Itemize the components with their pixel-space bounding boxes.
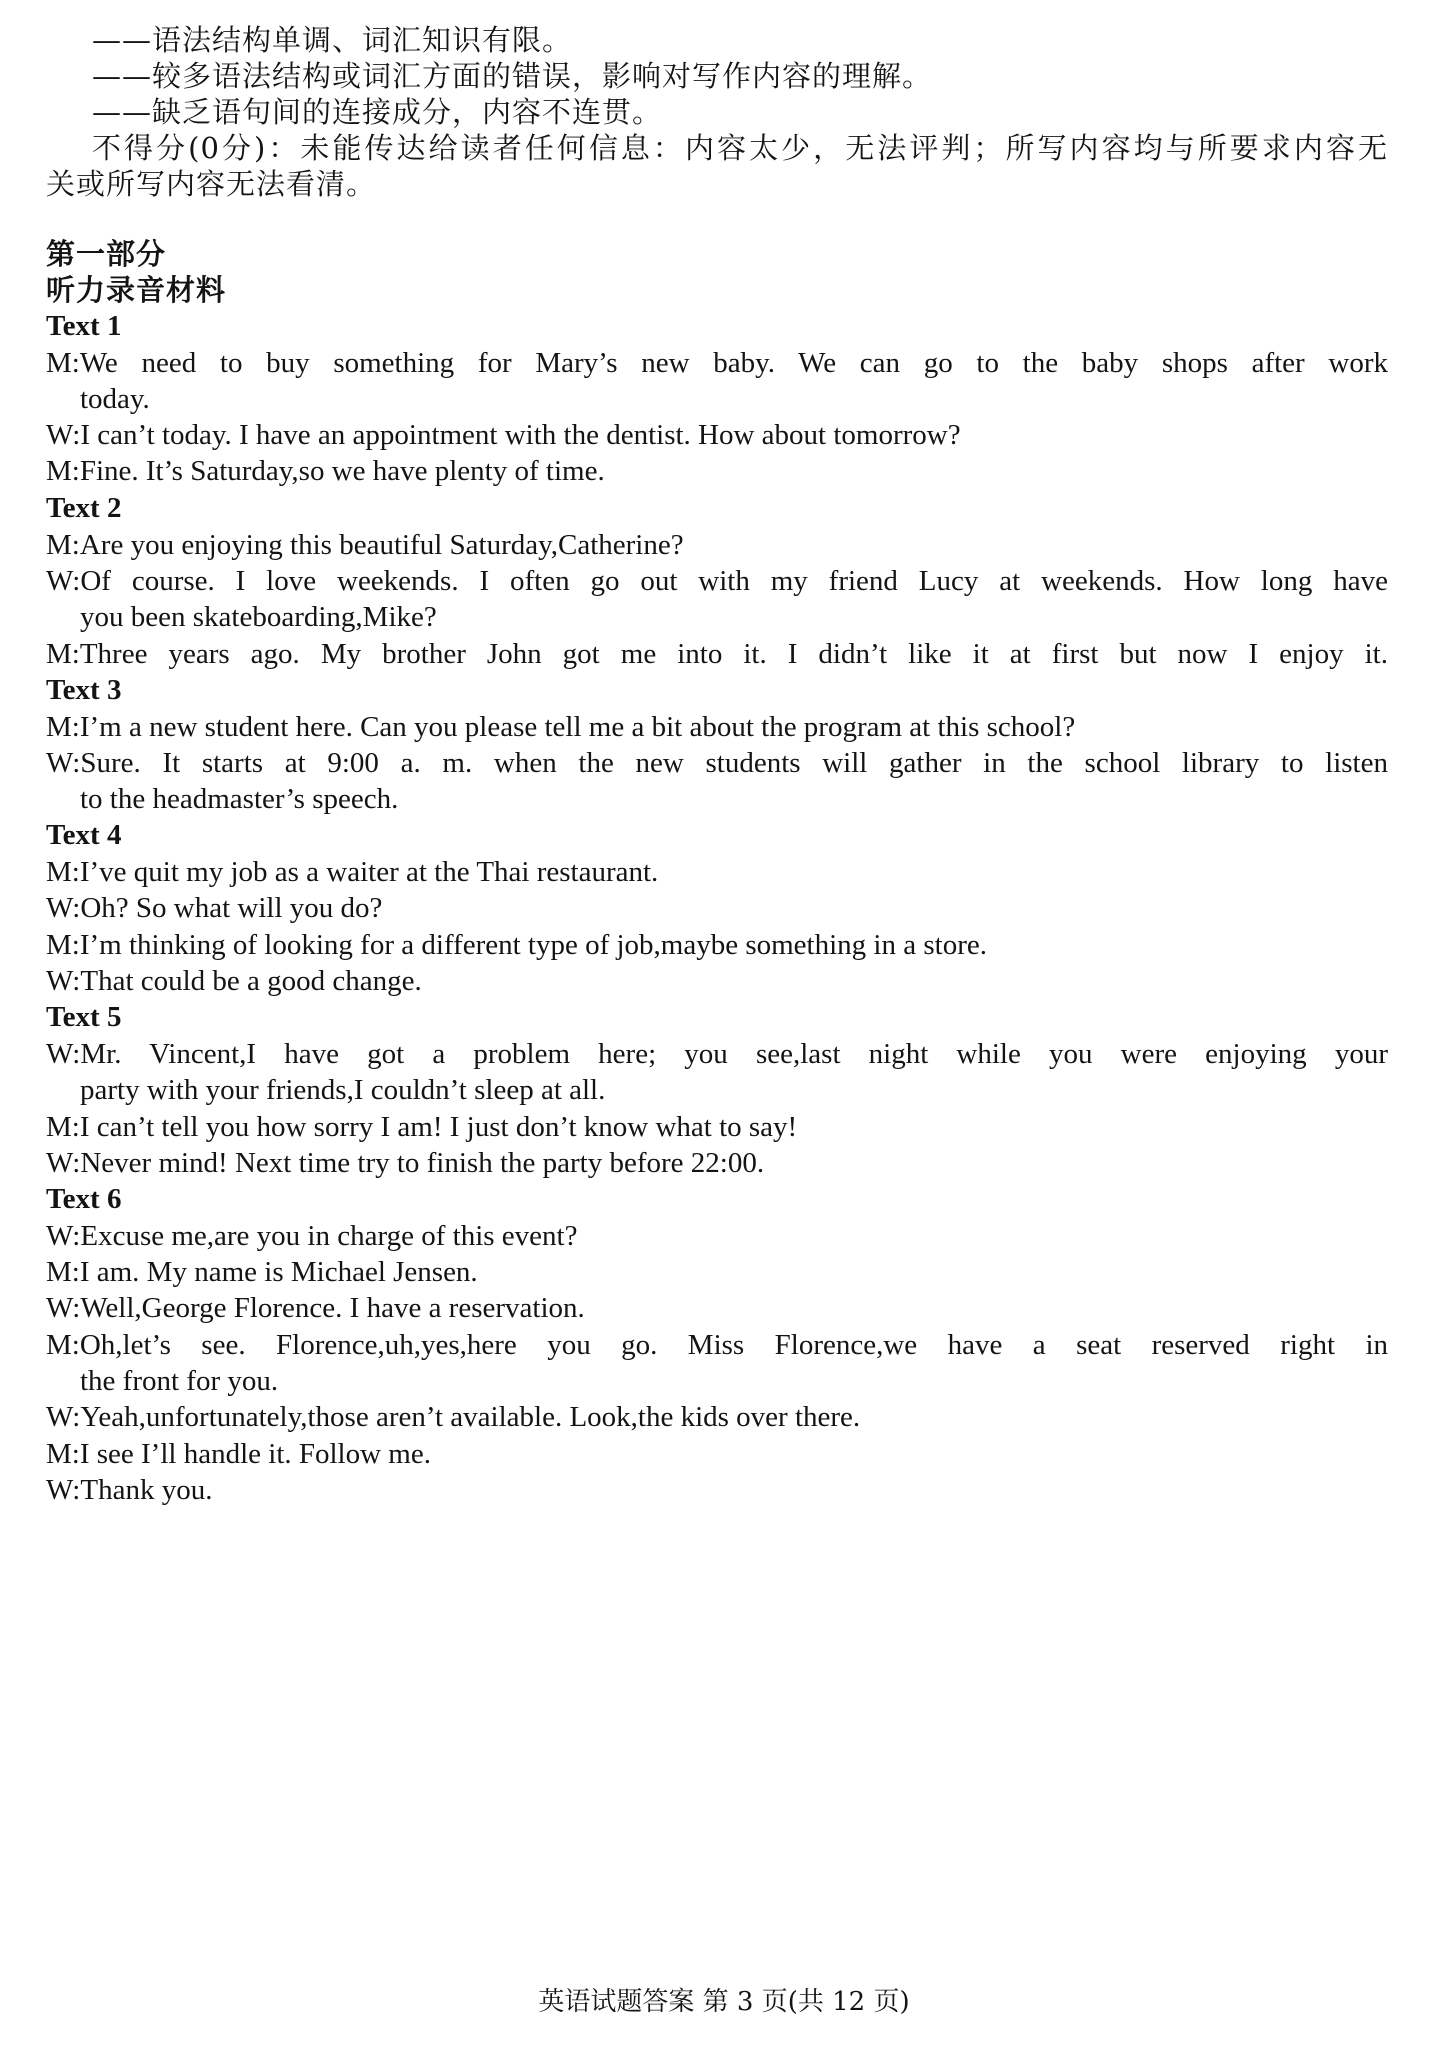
dialogue-line: W:I can’t today. I have an appointment with the dentist. How about tomorrow?	[46, 419, 961, 451]
dialogue-line: M:I see I’ll handle it. Follow me.	[46, 1438, 431, 1470]
dialogue-line: W:Yeah,unfortunately,those aren’t available. Look,the kids over there.	[46, 1401, 861, 1433]
dialogue-line: M:Oh,let’s see. Florence,uh,yes,here you go. Miss Florence,we have a seat reserved right in	[46, 1329, 1388, 1361]
dialogue-line: W:Mr. Vincent,I have got a problem here; you see,last night while you were enjoying your	[46, 1038, 1388, 1070]
text-heading: Text 4	[46, 819, 122, 851]
dialogue-line: W:Thank you.	[46, 1474, 213, 1506]
dialogue-line: the front for you.	[80, 1365, 279, 1397]
dialogue-line: M:Fine. It’s Saturday,so we have plenty of time.	[46, 455, 605, 487]
section-part-heading: 第一部分	[46, 237, 167, 271]
text-heading: Text 1	[46, 310, 122, 342]
grading-criterion-3: ——缺乏语句间的连接成分，内容不连贯。	[92, 95, 663, 129]
dialogue-line: W:Well,George Florence. I have a reservation.	[46, 1292, 585, 1324]
grading-criterion-2: ——较多语法结构或词汇方面的错误，影响对写作内容的理解。	[92, 59, 933, 93]
grading-criterion-1: ——语法结构单调、词汇知识有限。	[92, 23, 573, 57]
dialogue-line: M:Three years ago. My brother John got me into it. I didn’t like it at first but now I enjoy it.	[46, 638, 1388, 670]
dialogue-line: W:That could be a good change.	[46, 965, 422, 997]
section-title: 听力录音材料	[46, 273, 227, 307]
dialogue-line: M:I’m thinking of looking for a different type of job,maybe something in a store.	[46, 929, 987, 961]
dialogue-line: W:Sure. It starts at 9:00 a. m. when the new students will gather in the school library to listen	[46, 747, 1388, 779]
dialogue-line: to the headmaster’s speech.	[80, 783, 399, 815]
text-heading: Text 5	[46, 1001, 122, 1033]
dialogue-line: W:Of course. I love weekends. I often go out with my friend Lucy at weekends. How long have	[46, 565, 1388, 597]
dialogue-line: W:Never mind! Next time try to finish the party before 22:00.	[46, 1147, 765, 1179]
dialogue-line: today.	[80, 383, 150, 415]
dialogue-line: M:I can’t tell you how sorry I am! I just don’t know what to say!	[46, 1111, 798, 1143]
text-heading: Text 6	[46, 1183, 122, 1215]
text-heading: Text 2	[46, 492, 122, 524]
text-heading: Text 3	[46, 674, 122, 706]
dialogue-line: W:Oh? So what will you do?	[46, 892, 383, 924]
dialogue-line: you been skateboarding,Mike?	[80, 601, 437, 633]
zero-score-line-1: 不得分(0分)：未能传达给读者任何信息：内容太少，无法评判；所写内容均与所要求内容无	[92, 131, 1388, 165]
dialogue-line: M:I am. My name is Michael Jensen.	[46, 1256, 478, 1288]
page-footer: 英语试题答案 第 3 页(共 12 页)	[538, 1987, 910, 2017]
dialogue-line: party with your friends,I couldn’t sleep at all.	[80, 1074, 606, 1106]
dialogue-line: M:We need to buy something for Mary’s new baby. We can go to the baby shops after work	[46, 347, 1388, 379]
dialogue-line: M:I’m a new student here. Can you please tell me a bit about the program at this school?	[46, 711, 1076, 743]
dialogue-line: W:Excuse me,are you in charge of this event?	[46, 1220, 578, 1252]
dialogue-line: M:I’ve quit my job as a waiter at the Thai restaurant.	[46, 856, 659, 888]
zero-score-line-2: 关或所写内容无法看清。	[46, 167, 377, 201]
dialogue-line: M:Are you enjoying this beautiful Saturday,Catherine?	[46, 529, 684, 561]
